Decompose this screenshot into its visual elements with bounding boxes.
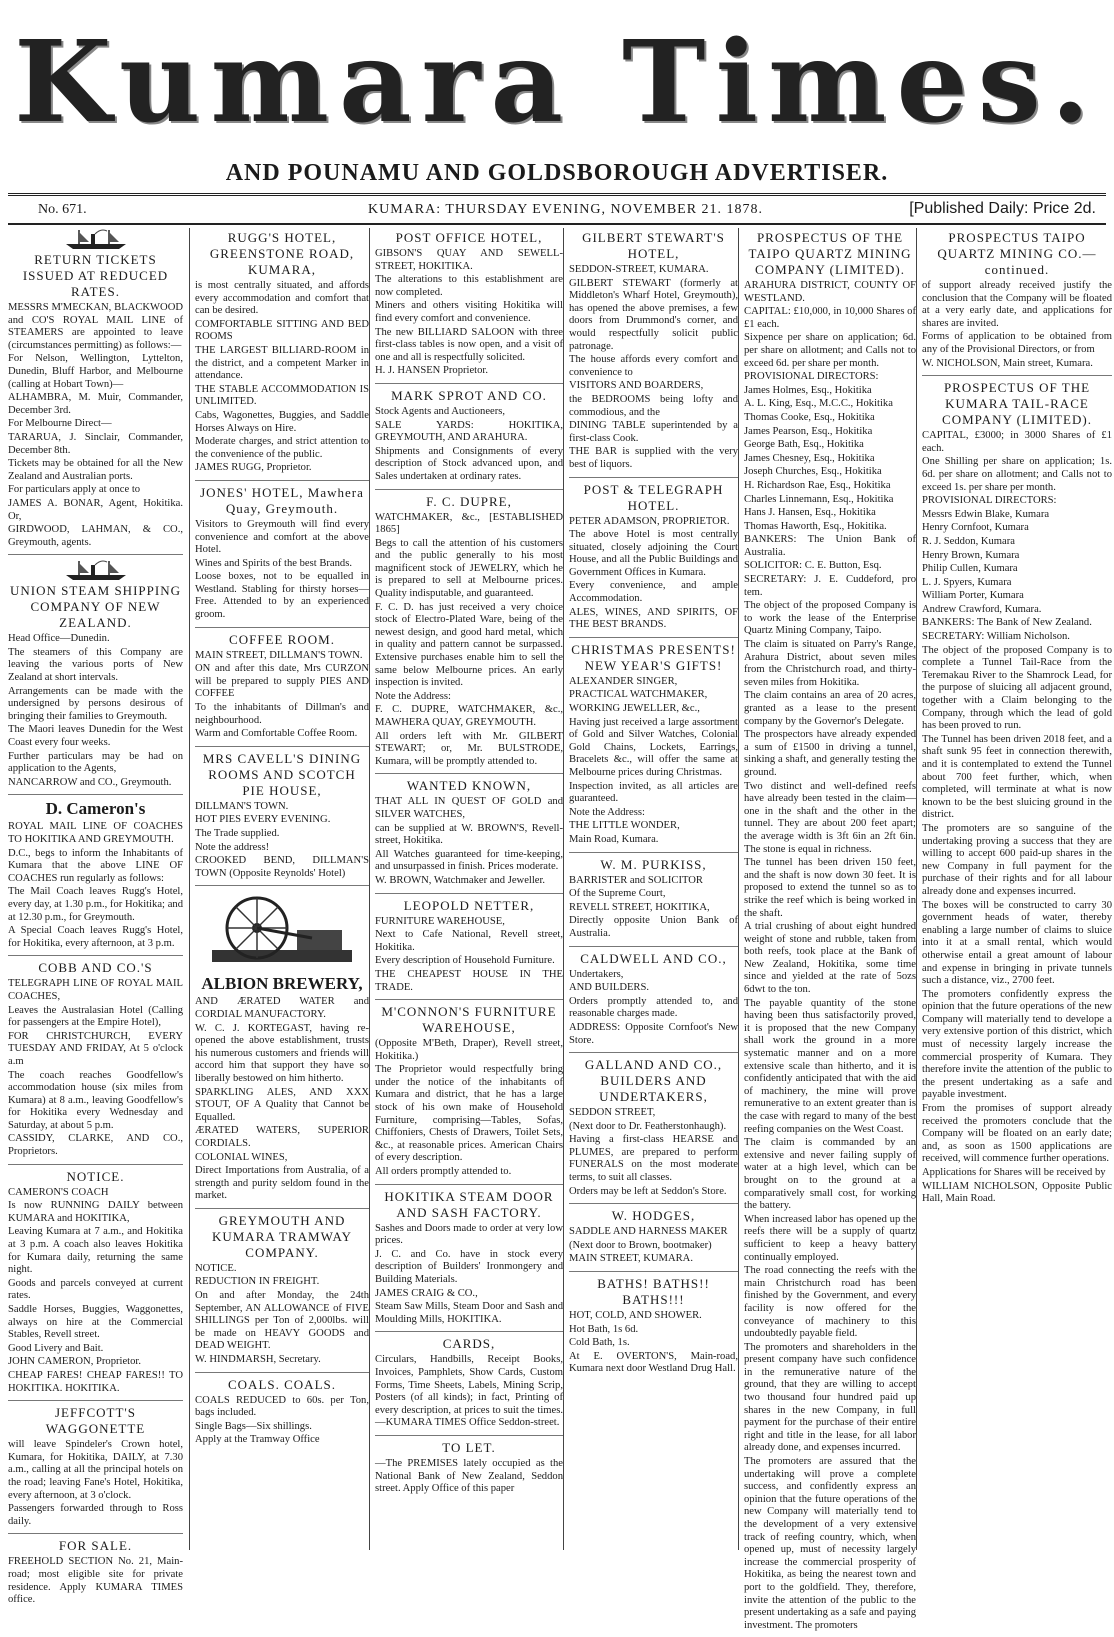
advertisement-text: The tunnel has been driven 150 feet, and the shaft is now down 30 feet. It is proposed to extend the tunnel so as to strike the reef which is being worked in the shaft. [744,857,916,919]
advertisement [375,494,563,775]
advertisement-text: VISITORS AND BOARDERS, [569,380,704,392]
advertisement-text: For Melbourne Direct— [8,418,112,430]
advertisement-text: Saddle Horses, Buggies, Waggonettes, always on hire at the Commercial Stables, Revell street. [8,1304,183,1341]
advertisement [8,559,183,795]
advertisement-text: Every convenience, and ample Accommodation. [569,580,738,605]
advertisement-heading: PROSPECTUS TAIPO QUARTZ MINING CO.—continued. [937,230,1097,277]
newspaper-subtitle: AND POUNAMU AND GOLDSBOROUGH ADVERTISER. [225,160,889,186]
advertisement-text: Sashes and Doors made to order at very low prices. [375,1222,563,1247]
advertisement-text: WORKING JEWELLER, &c., [569,703,700,715]
advertisement-heading: PROSPECTUS OF THE KUMARA TAIL-RACE COMPANY (LIMITED). [942,380,1092,428]
advertisement [569,857,738,947]
advertisement-text: The object of the proposed Company is to complete a Tunnel Tail-Race from the Teremakau River to the Shamrock Lead, for the purpose of sluicing all adjacent ground, together with a Claim belonging to the Company, through which the lead of gold has been proved to run. [922,644,1112,732]
advertisement-text: REVELL STREET, HOKITIKA, [569,901,710,913]
advertisement [8,1169,183,1402]
advertisement-text: the BEDROOMS being lofty and commodious, and the [569,393,738,418]
advertisement [375,1336,563,1436]
advertisement-text: Loose boxes, not to be equalled in Westland. Stabling for thirsty horses—Free. Attended to by an experienced groom. [195,571,369,621]
advertisement-text: Of the Supreme Court, [569,888,666,900]
advertisement-text: The Maori leaves Dunedin for the West Coast every four weeks. [8,724,183,749]
advertisement-text: ALES, WINES, AND SPIRITS, OF THE BEST BRANDS. [569,606,738,631]
advertisement [569,230,738,478]
advertisement-text: BANKERS: The Union Bank of Australia. [744,534,916,558]
issue-number: No. 671. [38,202,87,217]
advertisement-text: The coach reaches Goodfellow's accommodation house (six miles from Kumara) at 8 a.m., leaving Goodfellow's for Hokitika every Wednesday and Saturday, at about 5 p.m. [8,1069,183,1131]
issue-price: [Published Daily: Price 2d. [909,200,1096,217]
advertisement-text: H. Richardson Rae, Esq., Hokitika [744,479,891,491]
advertisement-text: CAMERON'S COACH [8,1186,109,1198]
advertisement [569,1208,738,1272]
advertisement-text: MAIN STREET, KUMARA. [569,1253,693,1265]
advertisement-text: A Special Coach leaves Rugg's Hotel, for Hokitika, every afternoon, at 3 p.m. [8,925,183,949]
advertisement-text: PROVISIONAL DIRECTORS: [744,371,879,383]
advertisement-text: will leave Spindeler's Crown hotel, Kumara, for Hokitika, DAILY, at 7.30 a.m., calling at all the principal hotels on the road; leaving Fane's Hotel, Hokitika, every afternoon, at 3 o'clock. [8,1439,183,1501]
advertisement-text: GIBSON'S QUAY AND SEWELL-STREET, HOKITIKA. [375,248,563,272]
advertisement-text: The Trade supplied. [195,828,280,839]
advertisement [195,632,369,747]
advertisement-text: Further particulars may be had on application to the Agents, [8,750,183,775]
advertisement-text: ADDRESS: Opposite Cornfoot's New Store. [569,1021,738,1046]
advertisement-text: Goods and parcels conveyed at current rates. [8,1277,183,1302]
advertisement-heading: M'CONNON'S FURNITURE WAREHOUSE, [381,1004,557,1036]
advertisement-text: GIRDWOOD, LAHMAN, & CO., Greymouth, agents. [8,524,183,548]
advertisement-text: ALHAMBRA, M. Muir, Commander, December 3rd. [8,392,183,416]
advertisement-text: BANKERS: The Bank of New Zealand. [922,617,1092,629]
advertisement-text: COALS REDUCED to 60s. per Ton, bags included. [195,1394,369,1419]
advertisement-text: H. J. HANSEN Proprietor. [375,365,488,377]
advertisement-text: Hot Bath, 1s 6d. [569,1323,639,1335]
advertisement-text: Main Road, Kumara. [569,833,659,845]
advertisement-text: The above Hotel is most centrally situated, closely adjoining the Court House, and all the Public Buildings and Government Offices in Kumara. [569,529,738,578]
advertisement [569,951,738,1054]
advertisement-text: (Opposite M'Beth, Draper), Revell street, Hokitika.) [375,1038,563,1062]
advertisement [195,485,369,628]
advertisement-text: Circulars, Handbills, Receipt Books, Invoices, Pamphlets, Show Cards, Custom Forms, Time Sheets, Labels, Mining Scrip, Posters (of all kinds); in fact, Printing of every description, at prices to suit the times.—KUMARA TIMES Office Seddon-street. [375,1354,563,1429]
advertisement-text: GILBERT STEWART (formerly at Middleton's Wharf Hotel, Greymouth), has opened the above premises, a few doors from Drummond's corner, and would respectfully solicit public patronage. [569,277,738,352]
advertisement-text: The boxes will be constructed to carry 30 government heads of water, thereby enabling a large number of claims to sluice into it at a small rental, which would otherwise entail a great amount of labour and expense in bringing in private tunnels such a distance, viz., 2700 feet. [922,899,1112,987]
advertisement-text: For particulars apply at once to [8,484,141,496]
advertisement-text: William Porter, Kumara [922,590,1024,602]
advertisement-text: A. L. King, Esq., M.C.C., Hokitika [744,398,893,410]
advertisement-text: The object of the proposed Company is to work the lease of the Enterprise Quartz Mining Company, Taipo. [744,600,916,637]
advertisement-text: To the inhabitants of Dillman's and neighbourhood. [195,702,369,726]
advertisement-text: Leaves the Australasian Hotel (Calling for passengers at the Empire Hotel), [8,1004,183,1029]
steamship-icon [61,228,131,250]
advertisement-text: ÆRATED WATERS, SUPERIOR CORDIALS. [195,1125,369,1149]
advertisement-text: JAMES A. BONAR, Agent, Hokitika. Or, [8,497,183,522]
advertisement-text: can be supplied at W. BROWN'S, Revell-street, Hokitika. [375,822,563,847]
advertisement [375,1004,563,1185]
masthead [0,0,1114,225]
advertisement-text: HOT, COLD, AND SHOWER. [569,1310,702,1322]
advertisement-text: Henry Brown, Kumara [922,549,1020,561]
advertisement-text: A trial crushing of about eight hundred weight of stone and rubble, taken from both reefs, took place at the Bank of New Zealand, Hokitika, some time since and yielded at the rate of 5ozs 6dwt to the ton. [744,921,916,996]
advertisement-text: THAT ALL IN QUEST OF GOLD and SILVER WATCHES, [375,796,563,820]
advertisement [195,890,369,1209]
advertisement-heading: LEOPOLD NETTER, [403,897,535,913]
advertisement-text: Steam Saw Mills, Steam Door and Sash and Moulding Mills, HOKITIKA. [375,1301,563,1325]
advertisement [8,1538,183,1611]
advertisement-heading: JEFFCOTT'S WAGGONETTE [45,1405,146,1437]
advertisement-text: TARARUA, J. Sinclair, Commander, December 8th. [8,431,183,456]
advertisement [195,1213,369,1373]
advertisement-text: COMFORTABLE SITTING AND BED ROOMS [195,318,369,343]
advertisement-text: Two distinct and well-defined reefs have already been tested in the claim—one in the shaft and the other in the tunnel. They are about 200 feet apart; the average width is 3ft 6in an 2ft 6in. The stone is equal in richness. [744,780,916,855]
advertisement-text: Philip Cullen, Kumara [922,563,1018,575]
advertisement-text: Apply at the Tramway Office [195,1434,320,1446]
advertisement-text: Single Bags—Six shillings. [195,1420,312,1432]
advertisement-text: The payable quantity of the stone having been thus satisfactorily proved, it is proposed that the new Company shall work the ground in a more systematic manner and on a more extensive scale than hitherto, and it is confidently anticipated that with the aid of machinery, the mine will prove remunerative to an extent greater than is the case with regard to many of the best reefing companies on the West Coast. [744,997,916,1135]
advertisement-text: Direct Importations from Australia, of a strength and purity seldom found in the market. [195,1165,369,1202]
advertisement-text: CAPITAL: £10,000, in 10,000 Shares of £1 each. [744,306,916,330]
advertisement-heading: GREYMOUTH AND KUMARA TRAMWAY COMPANY. [211,1212,353,1260]
advertisement-text: SEDDON STREET, [569,1107,656,1119]
advertisement-text: THE LARGEST BILLIARD-ROOM in the district, and a competent Marker in attendance. [195,344,369,382]
advertisement [195,230,369,481]
advertisement-text: The road connecting the reefs with the main Christchurch road has been finished by the Government, and every facility is now offered for the conveyance of machinery to this undoubtedly payable field. [744,1265,916,1340]
advertisement-text: All orders left with Mr. GILBERT STEWART; or, Mr. BULSTRODE, Kumara, will be promptly attended to. [375,730,563,767]
advertisement-text: From the promises of support already received the promoters conclude that the Company will be floated on an early date; and, as soon as 1500 applications are received, will commence further operations. [922,1103,1112,1165]
advertisement-text: All Watches guaranteed for time-keeping, and unsurpassed in finish. Prices moderate. [375,848,563,873]
advertisement-text: FURNITURE WAREHOUSE, [375,915,505,927]
column-5 [738,228,916,1631]
advertisement-text: The house affords every comfort and convenience to [569,354,738,378]
advertisement-text: SECRETARY: William Nicholson. [922,631,1070,643]
advertisement [922,230,1112,376]
advertisement-text: JOHN CAMERON, Proprietor. [8,1356,142,1368]
advertisement-heading: COBB AND CO.'S [38,960,153,976]
advertisement-text: Begs to call the attention of his customers and the public generally to his most magnificent stock of JEWELRY, which he is prepared to sell at Melbourne prices. Quality indisputable, and guaranteed. [375,537,563,600]
advertisement-text: Hans J. Hansen, Esq., Hokitika [744,507,876,519]
advertisement-text: SECRETARY: J. E. Cuddeford, pro tem. [744,574,916,598]
advertisement-heading: TO LET. [442,1439,496,1455]
advertisement-text: Warm and Comfortable Coffee Room. [195,728,358,740]
advertisement-text: JAMES RUGG, Proprietor. [195,462,312,474]
advertisement-text: THE STABLE ACCOMMODATION IS UNLIMITED. [195,383,369,408]
advertisement-text: J. C. and Co. have in stock every description of Builders' Ironmongery and Building Materials. [375,1248,563,1285]
advertisement-text: The Mail Coach leaves Rugg's Hotel, every day, at 1.30 p.m., for Hokitika; and at 12.30 p.m., for Greymouth. [8,886,183,923]
column-2 [189,228,369,1550]
advertisement-text: The promoters are assured that the undertaking will prove a complete success, and confidently express an opinion that the future operations of the new Company will materially tend to the development of a very extensive track of reefing country, which, when opened up, must of necessity largely increase the commercial prosperity of Hokitika, as being the nearest town and port to the goldfield. They, therefore, invite the attention of the public to the present undertaking as a safe and paying investment. The promoters [744,1456,916,1631]
advertisement-text: FREEHOLD SECTION No. 21, Main-road; most eligible site for private residence. Apply KUMARA TIMES office. [8,1556,183,1606]
advertisement-text: Joseph Churches, Esq., Hokitika [744,466,882,478]
advertisement [375,388,563,490]
advertisement [744,230,916,1637]
advertisement [8,1405,183,1534]
advertisement-text: Head Office—Dunedin. [8,633,110,645]
advertisement-text: Cabs, Wagonettes, Buggies, and Saddle Horses Always on Hire. [195,409,369,434]
advertisement-heading: W. HODGES, [611,1208,696,1224]
advertisement-text: L. J. Spyers, Kumara [922,576,1012,588]
advertisement-heading: NOTICE. [66,1168,125,1184]
advertisement-text: Shipments and Consignments of every description of Stock advanced upon, and Sales undertaken at ordinary rates. [375,445,563,482]
advertisement-text: ON and after this date, Mrs CURZON will be prepared to supply PIES AND COFFEE [195,663,369,700]
advertisement-heading: WANTED KNOWN, [406,778,532,794]
advertisement-text: WATCHMAKER, &c., [ESTABLISHED 1865] [375,511,563,536]
dateline-bar [8,196,1106,222]
advertisement-text: James Chesney, Esq., Hokitika [744,452,875,464]
advertisement-heading: RETURN TICKETS ISSUED AT REDUCED RATES. [22,252,169,299]
advertisement-text: All orders promptly attended to. [375,1166,512,1178]
advertisement-text: REDUCTION IN FREIGHT. [195,1276,320,1288]
advertisement [8,960,183,1164]
advertisement-heading: CARDS, [442,1336,496,1352]
advertisement-heading: GILBERT STEWART'S HOTEL, [582,230,725,261]
advertisement-text: Cold Bath, 1s. [569,1337,630,1349]
advertisement-text: CASSIDY, CLARKE, AND CO., Proprietors. [8,1133,183,1158]
advertisement-text: HOT PIES EVERY EVENING. [195,814,331,826]
advertisement-text: MAIN STREET, DILLMAN'S TOWN. [195,649,363,661]
advertisement [569,482,738,638]
advertisement-text: Is now RUNNING DAILY between KUMARA and HOKITIKA, [8,1200,183,1224]
advertisement-text: Note the Address: [569,806,645,818]
advertisement [195,751,369,887]
advertisement-text: Tickets may be obtained for all the New Zealand and Australian ports. [8,458,183,482]
advertisement [922,380,1112,1211]
advertisement-text: The claim is commanded by an extensive and never failing supply of water at a high level, which can be brought on to the ground at a comparatively small cost, for working the battery. [744,1137,916,1212]
advertisement-text: ROYAL MAIL LINE OF COACHES TO HOKITIKA AND GREYMOUTH. [8,821,183,845]
advertisement-text: Arrangements can be made with the undersigned by persons desirous of bringing their families to Greymouth. [8,685,183,722]
advertisement-text: When increased labor has opened up the reefs there will be a supply of quartz sufficient to keep a heavy battery continually employed. [744,1213,916,1263]
advertisement-heading: GALLAND AND CO., BUILDERS AND UNDERTAKERS, [584,1057,723,1105]
advertisement-text: The promoters confidently express the opinion that the future operations of the new Company will materially tend to develope a very extensive portion of this district, which must of necessity largely increase the commercial prosperity of Kumara. They therefore invite the attention of the public to the present undertaking as a safe and payable investment. [922,988,1112,1101]
advertisement-text: James Pearson, Esq., Hokitika [744,425,873,437]
newspaper-title: Kumara Times. [14,17,1100,148]
advertisement-heading: HOKITIKA STEAM DOOR AND SASH FACTORY. [384,1188,554,1220]
advertisement-heading: PROSPECTUS OF THE TAIPO QUARTZ MINING COMPANY (LIMITED). [748,230,912,277]
advertisement-text: Applications for Shares will be received by [922,1167,1106,1178]
advertisement-text: PROVISIONAL DIRECTORS: [922,495,1057,507]
advertisement [569,1276,738,1381]
advertisement-text: Passengers forwarded through to Ross daily. [8,1503,183,1527]
advertisement-text: Every description of Household Furniture. [375,955,555,967]
advertisement-text: Inspection invited, as all articles are guaranteed. [569,780,738,805]
advertisement-text: Andrew Crawford, Kumara. [922,603,1042,615]
advertisement-text: Messrs Edwin Blake, Kumara [922,508,1050,520]
advertisement-text: ARAHURA DISTRICT, COUNTY OF WESTLAND. [744,280,916,304]
advertisement-text: Thomas Cooke, Esq., Hokitika [744,411,875,423]
advertisement-text: Visitors to Greymouth will find every convenience and comfort at the above Hotel. [195,518,369,556]
advertisement-text: (Next door to Dr. Featherstonhaugh). [569,1120,727,1132]
advertisement-text: W. BROWN, Watchmaker and Jeweller. [375,874,546,886]
advertisement-text: is most centrally situated, and affords every accommodation and comfort that can be desired. [195,280,369,317]
advertisement-text: Sixpence per share on application; 6d. per share on allotment; and Calls not to exceed 6d. per share per month. [744,332,916,369]
advertisement-text: NANCARROW and CO., Greymouth. [8,776,172,788]
advertisement-text: At E. OVERTON'S, Main-road, Kumara next door Westland Drug Hall. [569,1350,738,1375]
advertisement-text: Orders may be left at Seddon's Store. [569,1185,727,1197]
advertisement-text: Orders promptly attended to, and reasonable charges made. [569,995,738,1020]
advertisement-text: The Tunnel has been driven 2018 feet, and a shaft sunk 95 feet in connection therewith, and it is contemplated to extend the Tunnel about 700 feet further, which, when completed, will terminate at what is now known to be the best sluicing ground in the district. [922,733,1112,821]
advertisement-text: NOTICE. [195,1262,237,1274]
advertisement-text: R. J. Seddon, Kumara [922,535,1015,547]
advertisement-text: Undertakers, [569,968,624,980]
advertisement-text: WILLIAM NICHOLSON, Opposite Public Hall, Main Road. [922,1180,1112,1205]
advertisement-text: Moderate charges, and strict attention to the convenience of the public. [195,436,369,460]
advertisement-text: ALEXANDER SINGER, [569,675,678,687]
advertisement-text: SADDLE AND HARNESS MAKER [569,1226,728,1238]
advertisement-text: Stock Agents and Auctioneers, [375,405,506,417]
advertisement-text: BARRISTER and SOLICITOR [569,874,703,886]
advertisement-text: The steamers of this Company are leaving the various ports of New Zealand at short intervals. [8,646,183,684]
advertisement-heading: ALBION BREWERY, [201,974,363,994]
advertisement-text: F. C. D. has just received a very choice stock of Electro-Plated Ware, being of the newest design, and good hard metal, which in quality and pattern cannot be surpassed. Extensive purchases enable him to sell the same below Melbourne prices. An early inspection is invited. [375,601,563,689]
advertisement-text: CAPITAL, £3000; in 3000 Shares of £1 each. [922,430,1112,454]
advertisement-heading: MRS CAVELL'S DINING ROOMS AND SCOTCH PIE HOUSE, [202,750,362,798]
advertisement-heading: FOR SALE. [58,1538,133,1554]
advertisement-text: One Shilling per share on application; 1s. 6d. per share on allotment; and Calls not to exceed 1s. per share per month. [922,456,1112,493]
advertisement-text: Good Livery and Bait. [8,1342,104,1354]
advertisement-text: Wines and Spirits of the best Brands. [195,557,352,569]
advertisement-text: AND BUILDERS. [569,982,650,994]
advertisement-text: W. HINDMARSH, Secretary. [195,1354,321,1366]
advertisement [375,230,563,384]
advertisement-text: Directly opposite Union Bank of Australia. [569,915,738,939]
advertisement-heading: JONES' HOTEL, Mawhera Quay, Greymouth. [200,484,364,516]
advertisement-text: DILLMAN'S TOWN. [195,800,289,812]
advertisement-text: Miners and others visiting Hokitika will find every comfort and convenience. [375,300,563,324]
advertisement-text: SEDDON-STREET, KUMARA. [569,264,709,275]
advertisement-text: THE CHEAPEST HOUSE IN THE TRADE. [375,968,563,993]
column-1 [8,228,183,1606]
advertisement-text: Having just received a large assortment of Gold and Silver Watches, Colonial Gold Chains, Lockets, Earrings, Bracelets &c., will offer the same at Melbourne prices during Christmas. [569,716,738,778]
brewery-engine-illustration [202,890,362,970]
advertisement-heading: F. C. DUPRE, [426,493,512,509]
advertisement-heading: MARK SPROT AND CO. [391,387,547,403]
advertisement-text: THE BAR is supplied with the very best of liquors. [569,446,738,470]
issue-date: KUMARA: THURSDAY EVENING, NOVEMBER 21. 1878. [368,202,764,217]
advertisement-text: The claim contains an area of 20 acres, granted as a lease to the present company by the Governor's Delegate. [744,690,916,727]
column-6 [916,228,1112,1550]
advertisement-text: The prospectors have already expended a sum of £1500 in driving a tunnel, sinking a shaft, and generally testing the ground. [744,729,916,778]
advertisement-text: For Nelson, Wellington, Lyttelton, Dunedin, Bluff Harbor, and Melbourne (calling at Hobart Town)— [8,353,183,390]
advertisement-heading: POST OFFICE HOTEL, [395,230,543,245]
advertisement-heading: COFFEE ROOM. [229,631,335,647]
advertisement-heading: BATHS! BATHS!! BATHS!!! [597,1276,710,1308]
advertisement-heading: D. Cameron's [45,799,146,819]
advertisement-text: AND ÆRATED WATER and CORDIAL MANUFACTORY. [195,996,369,1020]
advertisement-text: PETER ADAMSON, PROPRIETOR. [569,515,730,527]
advertisement-text: Having a first-class HEARSE and PLUMES, are prepared to perform FUNERALS on the most moderate terms, to suit all classes. [569,1134,738,1184]
advertisement-text: The promoters are so sanguine of the undertaking proving a success that they are willing to accept 600 paid-up shares in the new Company in full payment for the purchase of their rights and for all labour already done and expenses incurred. [922,822,1112,897]
advertisement-heading: COALS. COALS. [228,1376,336,1392]
advertisement-text: The Proprietor would respectfully bring under the notice of the inhabitants of Kumara and district, that he has a large stock of his own make of Household Furniture, comprising—Tables, Sofas, Chiffoniers, Chests of Drawers, Toilet Sets, &c., at reasonable prices. American Chairs of every description. [375,1064,563,1164]
advertisement [8,228,183,555]
column-3 [369,228,563,1550]
advertisement-heading: UNION STEAM SHIPPING COMPANY OF NEW ZEALAND. [10,583,181,631]
advertisement [8,799,183,956]
advertisement-text: The promoters and shareholders in the present company have such confidence in the remunerative nature of the ground, that they are willing to accept two thousand four hundred paid up shares in the new Company, in full payment for the purchase of their entire right and title in the lease, for all labor already done, and expenses incurred. [744,1341,916,1454]
advertisement-text: The claim is situated on Parry's Range, Arahura District, about seven miles from the Christchurch road, and thirty-seven miles from Hokitika. [744,639,916,688]
advertisement-heading: POST & TELEGRAPH HOTEL. [583,481,724,513]
advertisement-text: Note the Address: [375,690,451,702]
advertisement-text: SALE YARDS: HOKITIKA, GREYMOUTH, AND ARAHURA. [375,419,563,444]
advertisement-text: W. NICHOLSON, Main street, Kumara. [922,357,1093,369]
advertisement-text: D.C., begs to inform the Inhabitants of Kumara that the above LINE OF COACHES run regularly as follows: [8,847,183,884]
advertisement [195,1377,369,1452]
advertisement-text: W. C. J. KORTEGAST, having re-opened the above establishment, trusts his numerous customers and friends will accord him that support they have so liberally bestowed on him hitherto. [195,1022,369,1084]
advertisement [375,898,563,1001]
advertisement [375,1189,563,1333]
advertisement-text: Note the address! [195,841,270,853]
advertisement-text: JAMES CRAIG & CO., [375,1287,478,1299]
advertisement-text: Thomas Haworth, Esq., Hokitika. [744,520,887,532]
advertisement-text: MESSRS M'MECKAN, BLACKWOOD and CO'S ROYAL MAIL LINE of STEAMERS are appointed to leave (circumstances permitting) as follows:— [8,302,183,351]
advertisement-text: SOLICITOR: C. E. Button, Esq. [744,560,882,572]
advertisement-text: Next to Cafe National, Revell street, Hokitika. [375,929,563,953]
advertisement-text: The new BILLIARD SALOON with three first-class tables is now open, and a visit of one and all is respectfully solicited. [375,326,563,363]
advertisement-text: (Next door to Brown, bootmaker) [569,1239,712,1251]
advertisement-text: The alterations to this establishment are now completed. [375,274,563,298]
advertisement-text: James Holmes, Esq., Hokitika [744,384,872,396]
advertisement-text: CHEAP FARES! CHEAP FARES!! TO HOKITIKA. HOKITIKA. [8,1369,183,1394]
advertisement [569,642,738,853]
advertisement-text: F. C. DUPRE, WATCHMAKER, &c., MAWHERA QUAY, GREYMOUTH. [375,704,563,728]
advertisement [375,1440,563,1501]
advertisement-heading: CALDWELL AND CO., [580,950,727,966]
advertisement-text: PRACTICAL WATCHMAKER, [569,689,708,701]
advertisement-text: DINING TABLE superintended by a first-class Cook. [569,420,738,444]
advertisement [569,1057,738,1204]
dateline-rule [8,223,1106,225]
advertisement-text: THE LITTLE WONDER, [569,820,680,832]
column-4 [563,228,738,1550]
advertisement-heading: W. M. PURKISS, [600,856,707,872]
advertisement-text: On and after Monday, the 24th September, AN ALLOWANCE of FIVE SHILLINGS per Ton of 2,000lbs. will be made on HEAVY GOODS and DEAD WEIGHT. [195,1290,369,1352]
advertisement-heading: CHRISTMAS PRESENTS! NEW YEAR'S GIFTS! [571,641,736,673]
advertisement-text: CROOKED BEND, DILLMAN'S TOWN (Opposite Reynolds' Hotel) [195,855,369,879]
advertisement-heading: RUGG'S HOTEL, GREENSTONE ROAD, KUMARA, [209,230,355,277]
advertisement-text: Leaving Kumara at 7 a.m., and Hokitika at 3 p.m. A coach also leaves Hokitika for Kumara daily, returning the same night. [8,1226,183,1276]
advertisement-text: TELEGRAPH LINE OF ROYAL MAIL COACHES, [8,978,183,1002]
advertisement-text: FOR CHRISTCHURCH, EVERY TUESDAY AND FRIDAY, At 5 o'clock a.m [8,1030,183,1067]
advertisement-text: George Bath, Esq., Hokitika [744,439,864,451]
advertisement-text: SPARKLING ALES, AND XXX STOUT, OF A Quality that Cannot be Equalled. [195,1086,369,1123]
advertisement-text: —The PREMISES lately occupied as the National Bank of New Zealand, Seddon street. Apply Office of this paper [375,1457,563,1495]
steamship-icon [61,559,131,581]
advertisement-text: Charles Linnemann, Esq., Hokitika [744,493,894,505]
advertisement-text: Henry Cornfoot, Kumara [922,522,1029,534]
advertisement-text: COLONIAL WINES, [195,1151,288,1163]
advertisement-text: of support already received justify the conclusion that the Company will be floated at a very early date, and applications for shares are invited. [922,280,1112,329]
advertisement-text: Forms of application to be obtained from any of the Provisional Directors, or from [922,331,1112,355]
advertisement [375,778,563,893]
